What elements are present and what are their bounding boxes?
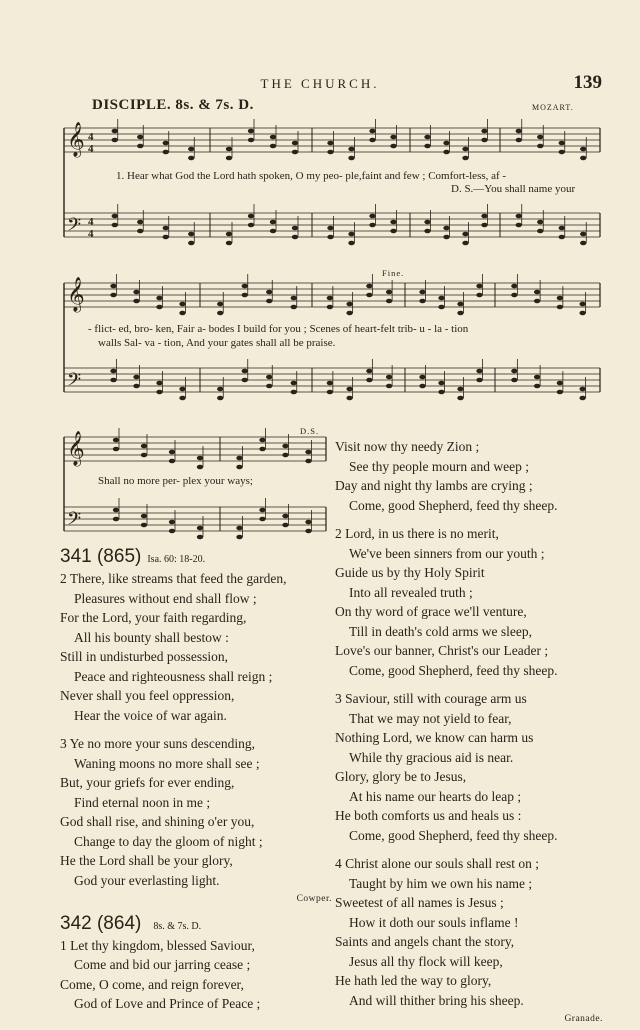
hymn-line: Peace and righteousness shall reign ; [74,668,273,684]
bass-clef: 𝄢 [67,509,82,534]
hymn-342-stanza-1-start [60,936,332,1014]
hymn-342-heading [60,914,332,936]
treble-clef: 𝄞 [67,122,85,157]
note-head [481,223,487,228]
note-head [580,156,586,161]
hymn-line: 2 Lord, in us there is no merit, [335,526,499,541]
hymn-line: Still in undisturbed possession, [60,649,229,664]
note-head [270,135,276,140]
hymn-341-reference: Isa. 60: 18-20. [147,554,206,565]
note-head [179,396,185,401]
hymn-line: On thy word of grace we'll venture, [335,604,527,619]
note-head [457,302,463,307]
note-head [476,284,482,289]
lyric-line-2a: - flict- ed, bro- ken, Fair a- bodes I build for you ; Scenes of heart-felt trib- u - la - tion [88,323,469,335]
hymn-341-stanzas [60,569,332,890]
note-head [133,375,139,380]
note-head [113,438,119,443]
note-head [348,147,354,152]
note-head [259,438,265,443]
hymn-342-attribution: Granade. [564,1014,603,1024]
note-head [346,311,352,316]
note-head [366,284,372,289]
note-head [236,535,242,540]
note-head [282,514,288,519]
note-head [141,514,147,519]
note-head [137,144,143,149]
note-head [248,138,254,143]
hymn-line: Come, good Shepherd, feed thy sheep. [349,497,558,513]
left-column [60,547,332,1014]
note-head [141,523,147,528]
note-head [163,235,169,240]
note-head [457,387,463,392]
bass-clef: 𝄢 [67,370,82,395]
ds-mark: D.S. [300,426,320,436]
note-head [236,465,242,470]
note-head [217,396,223,401]
note-head [156,305,162,310]
note-head [248,129,254,134]
note-head [270,220,276,225]
note-head [476,369,482,374]
hymn-342-stanzas [335,437,603,1010]
note-head [390,220,396,225]
hymn-line: Find eternal noon in me ; [74,794,211,810]
note-head [137,135,143,140]
note-head [419,299,425,304]
note-head [438,390,444,395]
note-head [133,384,139,389]
note-head [457,396,463,401]
time-signature: 4 [88,143,94,155]
note-head [292,141,298,146]
time-signature: 4 [88,228,94,240]
hymn-line: Sweetest of all names is Jesus ; [335,895,504,910]
note-head [579,302,585,307]
note-head [226,241,232,246]
note-head [156,296,162,301]
note-head [270,229,276,234]
note-head [511,284,517,289]
tune-title: DISCIPLE. 8s. & 7s. D. [92,97,254,113]
note-head [438,381,444,386]
hymn-341-number: 341 (865) [60,546,142,567]
note-head [236,526,242,531]
hymn-line: 3 Ye no more your suns descending, [60,736,255,751]
note-head [242,369,248,374]
note-head [579,387,585,392]
stanza-gap [335,845,603,854]
note-head [226,147,232,152]
note-head [559,150,565,155]
note-head [327,296,333,301]
note-head [369,129,375,134]
note-head [462,232,468,237]
note-head [443,235,449,240]
note-head [292,150,298,155]
note-head [113,517,119,522]
note-head [188,147,194,152]
note-head [557,305,563,310]
note-head [476,378,482,383]
note-head [110,293,116,298]
hymn-line: Till in death's cold arms we sleep, [349,623,533,639]
note-head [327,150,333,155]
note-head [291,390,297,395]
hymn-line: We've been sinners from our youth ; [349,545,545,561]
note-head [163,226,169,231]
note-head [141,444,147,449]
note-head [327,235,333,240]
note-head [270,144,276,149]
note-head [327,381,333,386]
lyric-line-3: Shall no more per- plex your ways; [98,475,253,487]
hymn-line: Come, O come, and reign forever, [60,976,244,992]
note-head [242,378,248,383]
hymn-line: Waning moons no more shall see ; [74,755,260,771]
note-head [169,520,175,525]
note-head [137,229,143,234]
hymn-line: At his name our hearts do leap ; [349,788,522,804]
hymn-line: He the Lord shall be your glory, [60,853,233,868]
note-head [348,156,354,161]
hymn-line: 1 Let thy kingdom, blessed Saviour, [60,937,255,953]
stanza-gap [335,515,603,524]
note-head [282,453,288,458]
note-head [346,396,352,401]
note-head [282,444,288,449]
note-head [112,129,118,134]
note-head [188,232,194,237]
hymn-line: 4 Christ alone our souls shall rest on ; [335,856,539,871]
note-head [242,284,248,289]
hymn-line: Day and night thy lambs are crying ; [335,478,533,493]
hymn-341-attribution: Cowper. [296,894,332,904]
note-head [226,156,232,161]
hymn-line: See thy people mourn and weep ; [349,458,529,474]
hymn-line: Pleasures without end shall flow ; [74,590,257,606]
hymn-line: 3 Saviour, still with courage arm us [335,691,527,706]
note-head [534,290,540,295]
note-head [462,156,468,161]
note-head [282,523,288,528]
note-head [443,150,449,155]
note-head [369,214,375,219]
note-head [248,223,254,228]
note-head [141,453,147,458]
note-head [305,520,311,525]
time-signature: 4 [88,131,94,143]
note-head [462,241,468,246]
note-head [386,375,392,380]
note-head [579,311,585,316]
note-head [579,396,585,401]
note-head [438,305,444,310]
note-head [438,296,444,301]
note-head [217,311,223,316]
note-head [481,129,487,134]
note-head [534,299,540,304]
note-head [348,232,354,237]
note-head [110,284,116,289]
note-head [516,223,522,228]
hymn-line: 2 There, like streams that feed the garden, [60,571,287,586]
note-head [327,305,333,310]
note-head [188,156,194,161]
note-head [305,450,311,455]
note-head [516,214,522,219]
note-head [259,508,265,513]
note-head [292,235,298,240]
note-head [327,390,333,395]
note-head [516,129,522,134]
hymn-342-meter: 8s. & 7s. D. [153,920,202,932]
fine-mark: Fine. [382,268,405,278]
note-head [197,535,203,540]
note-head [169,529,175,534]
treble-clef: 𝄞 [67,431,85,466]
page-number: 139 [573,72,602,93]
note-head [537,144,543,149]
note-head [217,387,223,392]
right-column [335,437,603,1030]
hymn-341-heading [60,547,332,569]
note-head [113,508,119,513]
treble-clef: 𝄞 [67,277,85,312]
note-head [386,290,392,295]
note-head [197,456,203,461]
note-head [112,138,118,143]
hymn-line: God your everlasting light. [74,872,220,888]
note-head [110,378,116,383]
note-head [481,138,487,143]
note-head [346,387,352,392]
note-head [559,235,565,240]
note-head [266,375,272,380]
note-head [259,517,265,522]
note-head [537,220,543,225]
note-head [137,220,143,225]
note-head [390,229,396,234]
composer: MOZART. [532,103,574,112]
note-head [169,450,175,455]
note-head [457,311,463,316]
hymn-line: Come, good Shepherd, feed thy sheep. [349,827,558,843]
hymn-line: Come, good Shepherd, feed thy sheep. [349,662,558,678]
note-head [113,447,119,452]
note-head [226,232,232,237]
note-head [305,459,311,464]
note-head [197,526,203,531]
hymn-line: He hath led the way to glory, [335,973,492,988]
hymn-line: Come and bid our jarring cease ; [74,957,251,972]
note-head [327,226,333,231]
note-head [534,384,540,389]
note-head [110,369,116,374]
note-head [511,369,517,374]
note-head [511,293,517,298]
hymn-line: Jesus all thy flock will keep, [349,953,503,969]
note-head [424,220,430,225]
hymn-line: Change to day the gloom of night ; [74,833,263,849]
note-head [580,241,586,246]
note-head [163,141,169,146]
hymn-line: While thy gracious aid is near. [349,749,514,765]
note-head [390,144,396,149]
note-head [557,390,563,395]
note-head [476,293,482,298]
note-head [163,150,169,155]
hymn-line: That we may not yield to fear, [349,710,512,726]
note-head [348,241,354,246]
note-head [443,226,449,231]
hymn-line: Never shall you feel oppression, [60,688,235,703]
hymn-line: And will thither bring his sheep. [349,992,524,1008]
note-head [242,293,248,298]
note-head [419,384,425,389]
note-head [462,147,468,152]
note-head [156,390,162,395]
note-head [481,214,487,219]
note-head [156,381,162,386]
note-head [424,144,430,149]
note-head [580,232,586,237]
note-head [179,302,185,307]
note-head [557,296,563,301]
note-head [291,305,297,310]
stanza-gap [335,680,603,689]
note-head [292,226,298,231]
note-head [248,214,254,219]
note-head [424,135,430,140]
note-head [369,223,375,228]
hymn-line: Hear the voice of war again. [74,707,227,723]
hymn-line: How it doth our souls inflame ! [349,914,519,930]
note-head [537,135,543,140]
hymn-line: God shall rise, and shining o'er you, [60,814,255,829]
note-head [559,141,565,146]
note-head [133,299,139,304]
note-head [133,290,139,295]
hymn-line: Glory, glory be to Jesus, [335,769,467,784]
note-head [419,290,425,295]
note-head [327,141,333,146]
hymn-line: Love's our banner, Christ's our Leader ; [335,643,549,658]
note-head [179,387,185,392]
note-head [559,226,565,231]
running-title: THE CHURCH. [260,76,380,91]
note-head [346,302,352,307]
note-head [236,456,242,461]
hymn-342-number: 342 (864) [60,912,142,934]
hymn-line: Taught by him we own his name ; [349,875,533,891]
note-head [197,465,203,470]
note-head [112,223,118,228]
stanza-gap [60,725,332,734]
hymn-line: Into all revealed truth ; [349,584,473,600]
hymn-line: He both comforts us and heals us : [335,808,522,823]
hymn-line: Nothing Lord, we know can harm us [335,730,534,745]
note-head [291,296,297,301]
lyric-ds-line: D. S.—You shall name your [451,183,576,195]
note-head [112,214,118,219]
note-head [366,369,372,374]
time-signature: 4 [88,216,94,228]
note-head [534,375,540,380]
note-head [169,459,175,464]
note-head [511,378,517,383]
note-head [259,447,265,452]
lyric-line-2b: walls Sal- va - tion, And your gates shall all be praise. [98,337,336,349]
note-head [266,290,272,295]
hymn-line: Guide us by thy Holy Spirit [335,565,485,580]
note-head [443,141,449,146]
lyric-verse-1: 1. Hear what God the Lord hath spoken, O my peo- ple,faint and few ; Comfort-less, af - [116,170,507,182]
note-head [366,378,372,383]
note-head [266,384,272,389]
note-head [188,241,194,246]
note-head [179,311,185,316]
note-head [557,381,563,386]
note-head [305,529,311,534]
note-head [390,135,396,140]
note-head [537,229,543,234]
hymn-line: Saints and angels chant the story, [335,934,515,949]
hymn-line: Visit now thy needy Zion ; [335,439,480,454]
note-head [516,138,522,143]
note-head [266,299,272,304]
note-head [217,302,223,307]
hymn-line: For the Lord, your faith regarding, [60,610,247,625]
note-head [291,381,297,386]
note-head [386,299,392,304]
note-head [424,229,430,234]
note-head [580,147,586,152]
hymn-line: But, your griefs for ever ending, [60,775,235,790]
note-head [366,293,372,298]
hymn-line: God of Love and Prince of Peace ; [74,996,261,1011]
hymn-line: All his bounty shall bestow : [74,629,229,645]
note-head [419,375,425,380]
note-head [386,384,392,389]
bass-clef: 𝄢 [67,215,82,240]
note-head [369,138,375,143]
